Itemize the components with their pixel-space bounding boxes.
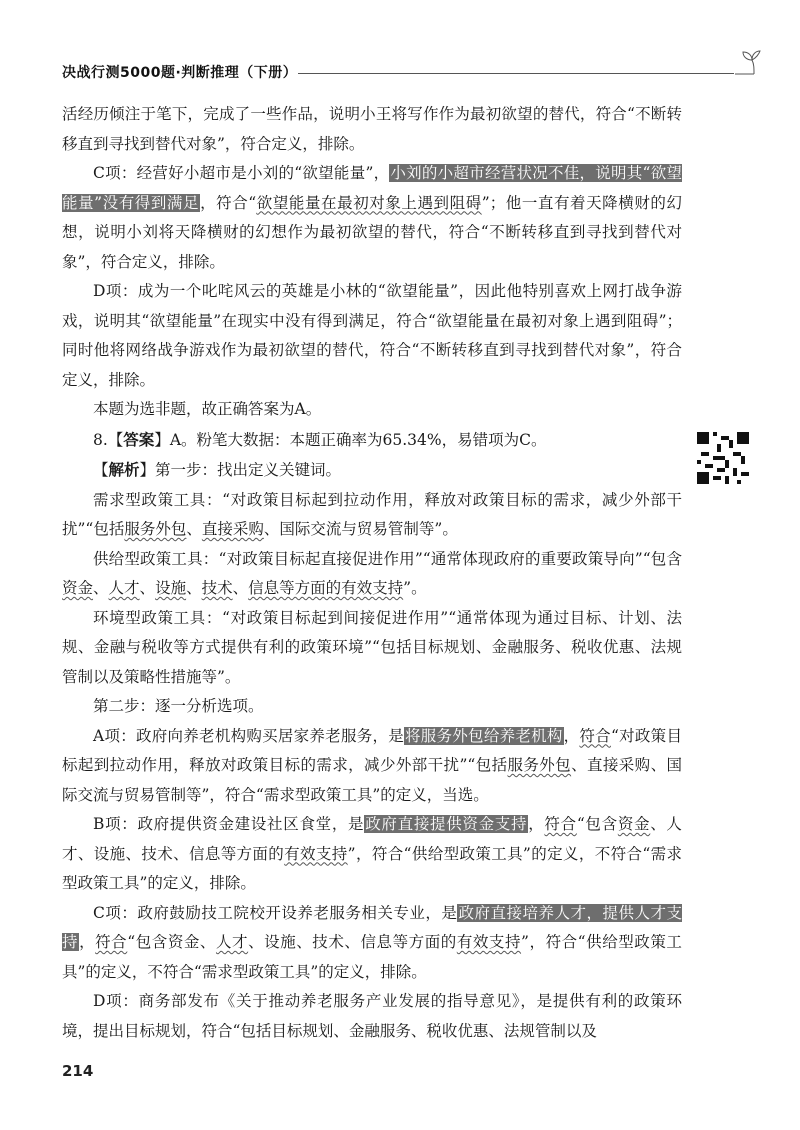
paragraph: [62, 486, 682, 545]
paragraph: [62, 455, 682, 486]
wavy-underline: 服务外包: [124, 520, 187, 538]
wavy-underline: 有效支持: [456, 933, 522, 951]
running-header: [62, 62, 762, 86]
highlight: 小刘的小超市经营状况不佳，说明其“欲望能量”没有得到满足: [62, 164, 682, 212]
wavy-underline: 有效支持: [284, 844, 348, 863]
paragraph: [62, 277, 682, 395]
highlight: 政府直接提供资金支持: [365, 815, 528, 833]
text: 活经历倾注于笔下，完成了一些作品，说明小王将写作作为最初欲望的替代，符合“不断转移直到寻找到替代对象”，符合定义，排除。: [62, 105, 682, 153]
text: ，: [528, 815, 545, 833]
text: 、: [232, 579, 249, 597]
text: 本题为选非题，故正确答案为A。: [93, 400, 322, 418]
wavy-underline: 符合: [95, 933, 128, 951]
text: 环境型政策工具：“对政策目标起到间接促进作用”“通常体现为通过目标、计划、法规、金融与税收等方式提供有利的政策环境”“包括目标规划、金融服务、税收优惠、法规管制以及策略性措施等”。: [62, 608, 682, 686]
text: C项：经营好小超市是小刘的“欲望能量”，: [93, 164, 390, 182]
text: 、人才、设施、技术、信息等方面的: [62, 815, 682, 863]
wavy-underline: 符合: [544, 815, 577, 833]
paragraph: [62, 810, 682, 899]
wavy-underline: 欲望能量在最初对象上遇到阻碍: [256, 193, 482, 212]
wavy-underline: 人才: [108, 579, 140, 597]
text: ，: [79, 933, 96, 951]
wavy-underline: 资金: [62, 579, 94, 597]
wavy-underline: 资金: [617, 815, 651, 833]
text: 、直接采购、国际交流与贸易管制等”，符合“需求型政策工具”的定义，当选。: [62, 756, 682, 804]
wavy-underline: 服务外包: [507, 756, 572, 774]
paragraph: [62, 425, 682, 456]
highlight: 将服务外包给养老机构: [405, 726, 563, 745]
wavy-underline: 技术: [201, 579, 233, 597]
paragraph: [62, 100, 682, 159]
main-text: [62, 100, 682, 1046]
wavy-underline: 直接采购: [201, 520, 264, 538]
text: 8.【: [93, 430, 124, 449]
text: A项：政府向养老机构购买居家养老服务，是: [93, 726, 404, 745]
text: ”；他一直有着天降横财的幻想，说明小刘将天降横财的幻想作为最初欲望的替代，符合“不断转移直到寻找到替代对象”，符合定义，排除。: [62, 193, 682, 271]
wavy-underline: 设施: [155, 579, 187, 597]
text: 第二步：逐一分析选项。: [93, 697, 264, 715]
text: 】A。粉笔大数据：本题正确率为65.34%，易错项为C。: [154, 430, 547, 449]
paragraph: [62, 899, 682, 988]
text: ，: [563, 726, 580, 745]
wavy-underline: 信息等方面的有效支持: [248, 579, 404, 597]
text: ”，符合“供给型政策工具”的定义，不符合“需求型政策工具”的定义，排除。: [62, 844, 682, 892]
text: 供给型政策工具：“对政策目标起直接促进作用”“通常体现政府的重要政策导向”“包含: [93, 549, 682, 568]
text: ”。: [403, 579, 427, 597]
wavy-underline: 人才: [215, 933, 249, 951]
text: D项：成为一个叱咤风云的英雄是小林的“欲望能量”，因此他特别喜欢上网打战争游戏，说明其“欲望能量”在现实中没有得到满足，符合“欲望能量在最初对象上遇到阻碍”；同时他将网络战争游戏作为最初欲望的替代，符合“不断转移直到寻找到替代对象”，符合定义，排除。: [62, 282, 682, 389]
text: “包含资金、: [127, 933, 216, 951]
paragraph: [62, 987, 682, 1046]
text: 、: [186, 579, 202, 597]
text: “对政策目标起到拉动作用，释放对政策目标的需求，减少外部干扰”“包括: [62, 726, 682, 774]
paragraph: [62, 159, 682, 277]
sprout-icon: [732, 48, 762, 78]
text: 、: [139, 579, 156, 597]
paragraph: [62, 692, 682, 722]
text: D项：商务部发布《关于推动养老服务产业发展的指导意见》，是提供有利的政策环境，提出目标规划，符合“包括目标规划、金融服务、税收优惠、法规管制以及: [62, 992, 682, 1040]
text: 、国际交流与贸易管制等”。: [263, 520, 458, 538]
answer-label: 答案: [123, 429, 155, 449]
book-title: 决战行测5000题·判断推理（下册）: [62, 65, 298, 81]
analysis-label: 解析: [108, 460, 140, 479]
page-number: 214: [62, 1062, 94, 1080]
text: “包含: [576, 815, 618, 833]
text: 需求型政策工具：“对政策目标起到拉动作用，释放对政策目标的需求，减少外部干扰”“包括: [62, 490, 682, 538]
text: 、: [186, 520, 202, 538]
text: 、设施、技术、信息等方面的: [248, 933, 457, 951]
text: 】第一步：找出定义关键词。: [139, 461, 342, 479]
paragraph: [62, 545, 682, 604]
text: 、: [93, 579, 109, 597]
header-rule: [298, 73, 734, 74]
qr-code-icon[interactable]: [697, 432, 749, 484]
highlight: 政府直接培养人才，提供人才支持: [62, 903, 682, 951]
wavy-underline: 符合: [579, 726, 611, 745]
text: ”，符合“供给型政策工具”的定义，不符合“需求型政策工具”的定义，排除。: [62, 933, 682, 981]
text: ，符合“: [200, 193, 257, 212]
text: B项：政府提供资金建设社区食堂，是: [93, 815, 365, 833]
paragraph: [62, 722, 682, 811]
text: C项：政府鼓励技工院校开设养老服务相关专业，是: [93, 903, 458, 922]
paragraph: [62, 604, 682, 693]
text: 【: [93, 461, 109, 479]
paragraph: [62, 395, 682, 425]
